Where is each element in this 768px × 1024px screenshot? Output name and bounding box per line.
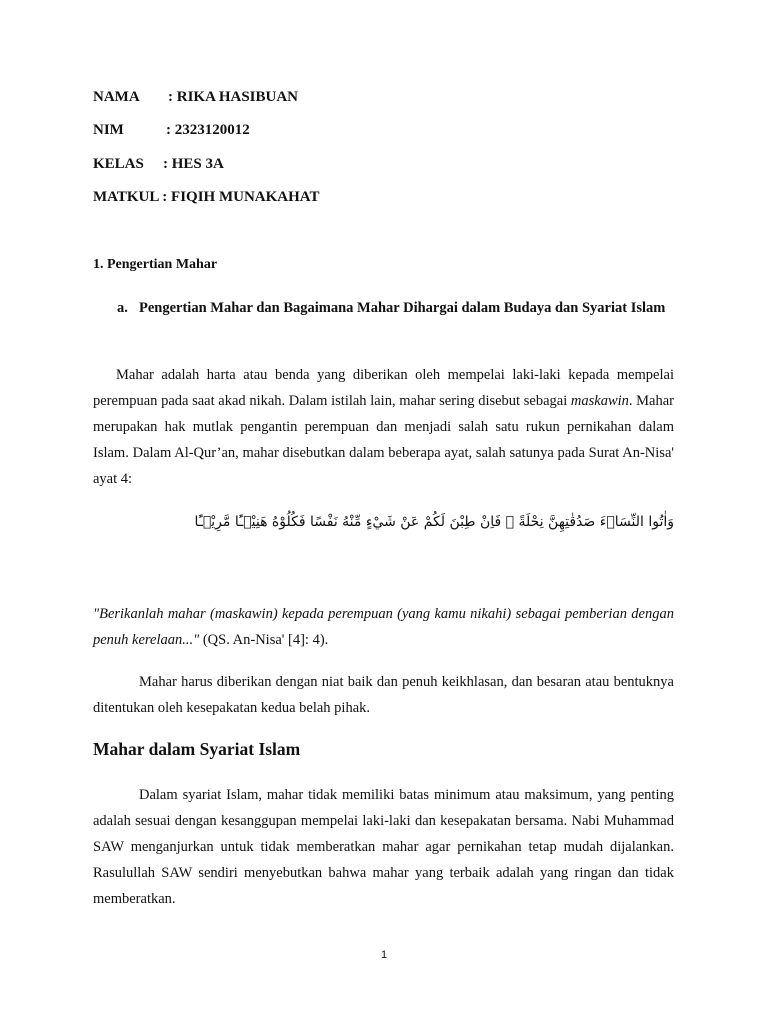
- paragraph-3-text: Dalam syariat Islam, mahar tidak memiliki batas minimum atau maksimum, yang penting adalah sesuai dengan kesanggupan mempelai laki-laki dan kesepakatan bersama. Nabi Muhammad SAW menganjurkan untuk tidak memberatkan mahar agar pernikahan tetap mudah dijalankan. Rasulullah SAW sendiri menyebutkan bahwa mahar yang terbaik adalah yang ringan dan tidak memberatkan.: [93, 787, 674, 907]
- verse-citation: (QS. An-Nisa' [4]: 4).: [199, 632, 329, 648]
- verse-translation-italic: "Berikanlah mahar (maskawin) kepada perempuan (yang kamu nikahi) sebagai pemberian dengan penuh kerelaan...": [93, 606, 674, 648]
- paragraph-1: [93, 362, 674, 492]
- nama-value: : RIKA HASIBUAN: [168, 89, 299, 105]
- nim-line: [93, 120, 250, 140]
- section-1-title: 1. Pengertian Mahar: [93, 257, 218, 272]
- page-number: 1: [380, 949, 388, 961]
- subsection-a: [117, 294, 674, 322]
- nim-label: NIM: [93, 122, 124, 138]
- subsection-a-marker: a.: [117, 300, 128, 316]
- nama-label: NAMA: [93, 89, 140, 105]
- kelas-line: [93, 154, 224, 174]
- kelas-label: KELAS: [93, 156, 144, 172]
- subsection-a-title: Pengertian Mahar dan Bagaimana Mahar Dihargai dalam Budaya dan Syariat Islam: [139, 300, 666, 316]
- paragraph-3: [93, 782, 674, 912]
- nim-value: : 2323120012: [166, 122, 250, 138]
- arabic-verse: وَاٰتُوا النِّسَاۤءَ صَدُقٰتِهِنَّ نِحْلَةً ۗ فَاِنْ طِبْنَ لَكُمْ عَنْ شَيْءٍ مِّنْهُ نَفْسًا فَكُلُوْهُ هَنِيْۤـًٔا مَّرِيْۤـًٔا: [194, 514, 674, 530]
- paragraph-2: [93, 669, 674, 721]
- section-2-title: Mahar dalam Syariat Islam: [93, 739, 301, 759]
- matkul-line: MATKUL : FIQIH MUNAKAHAT: [93, 189, 320, 205]
- kelas-value: : HES 3A: [163, 156, 224, 172]
- paragraph-1-italic: maskawin: [570, 393, 629, 409]
- paragraph-1-text-b: . Mahar merupakan hak mutlak pengantin perempuan dan menjadi salah satu rukun pernikahan dalam Islam. Dalam Al-Qur’an, mahar disebutkan dalam beberapa ayat, salah satunya pada Surat An-Nisa' ayat 4:: [93, 393, 675, 487]
- paragraph-1-text-a: Mahar adalah harta atau benda yang diberikan oleh mempelai laki-laki kepada mempelai perempuan pada saat akad nikah. Dalam istilah lain, mahar sering disebut sebagai: [93, 367, 674, 409]
- paragraph-2-text: Mahar harus diberikan dengan niat baik dan penuh keikhlasan, dan besaran atau bentuknya ditentukan oleh kesepakatan kedua belah pihak.: [93, 674, 674, 716]
- nama-line: [93, 87, 298, 107]
- verse-translation: [93, 601, 674, 653]
